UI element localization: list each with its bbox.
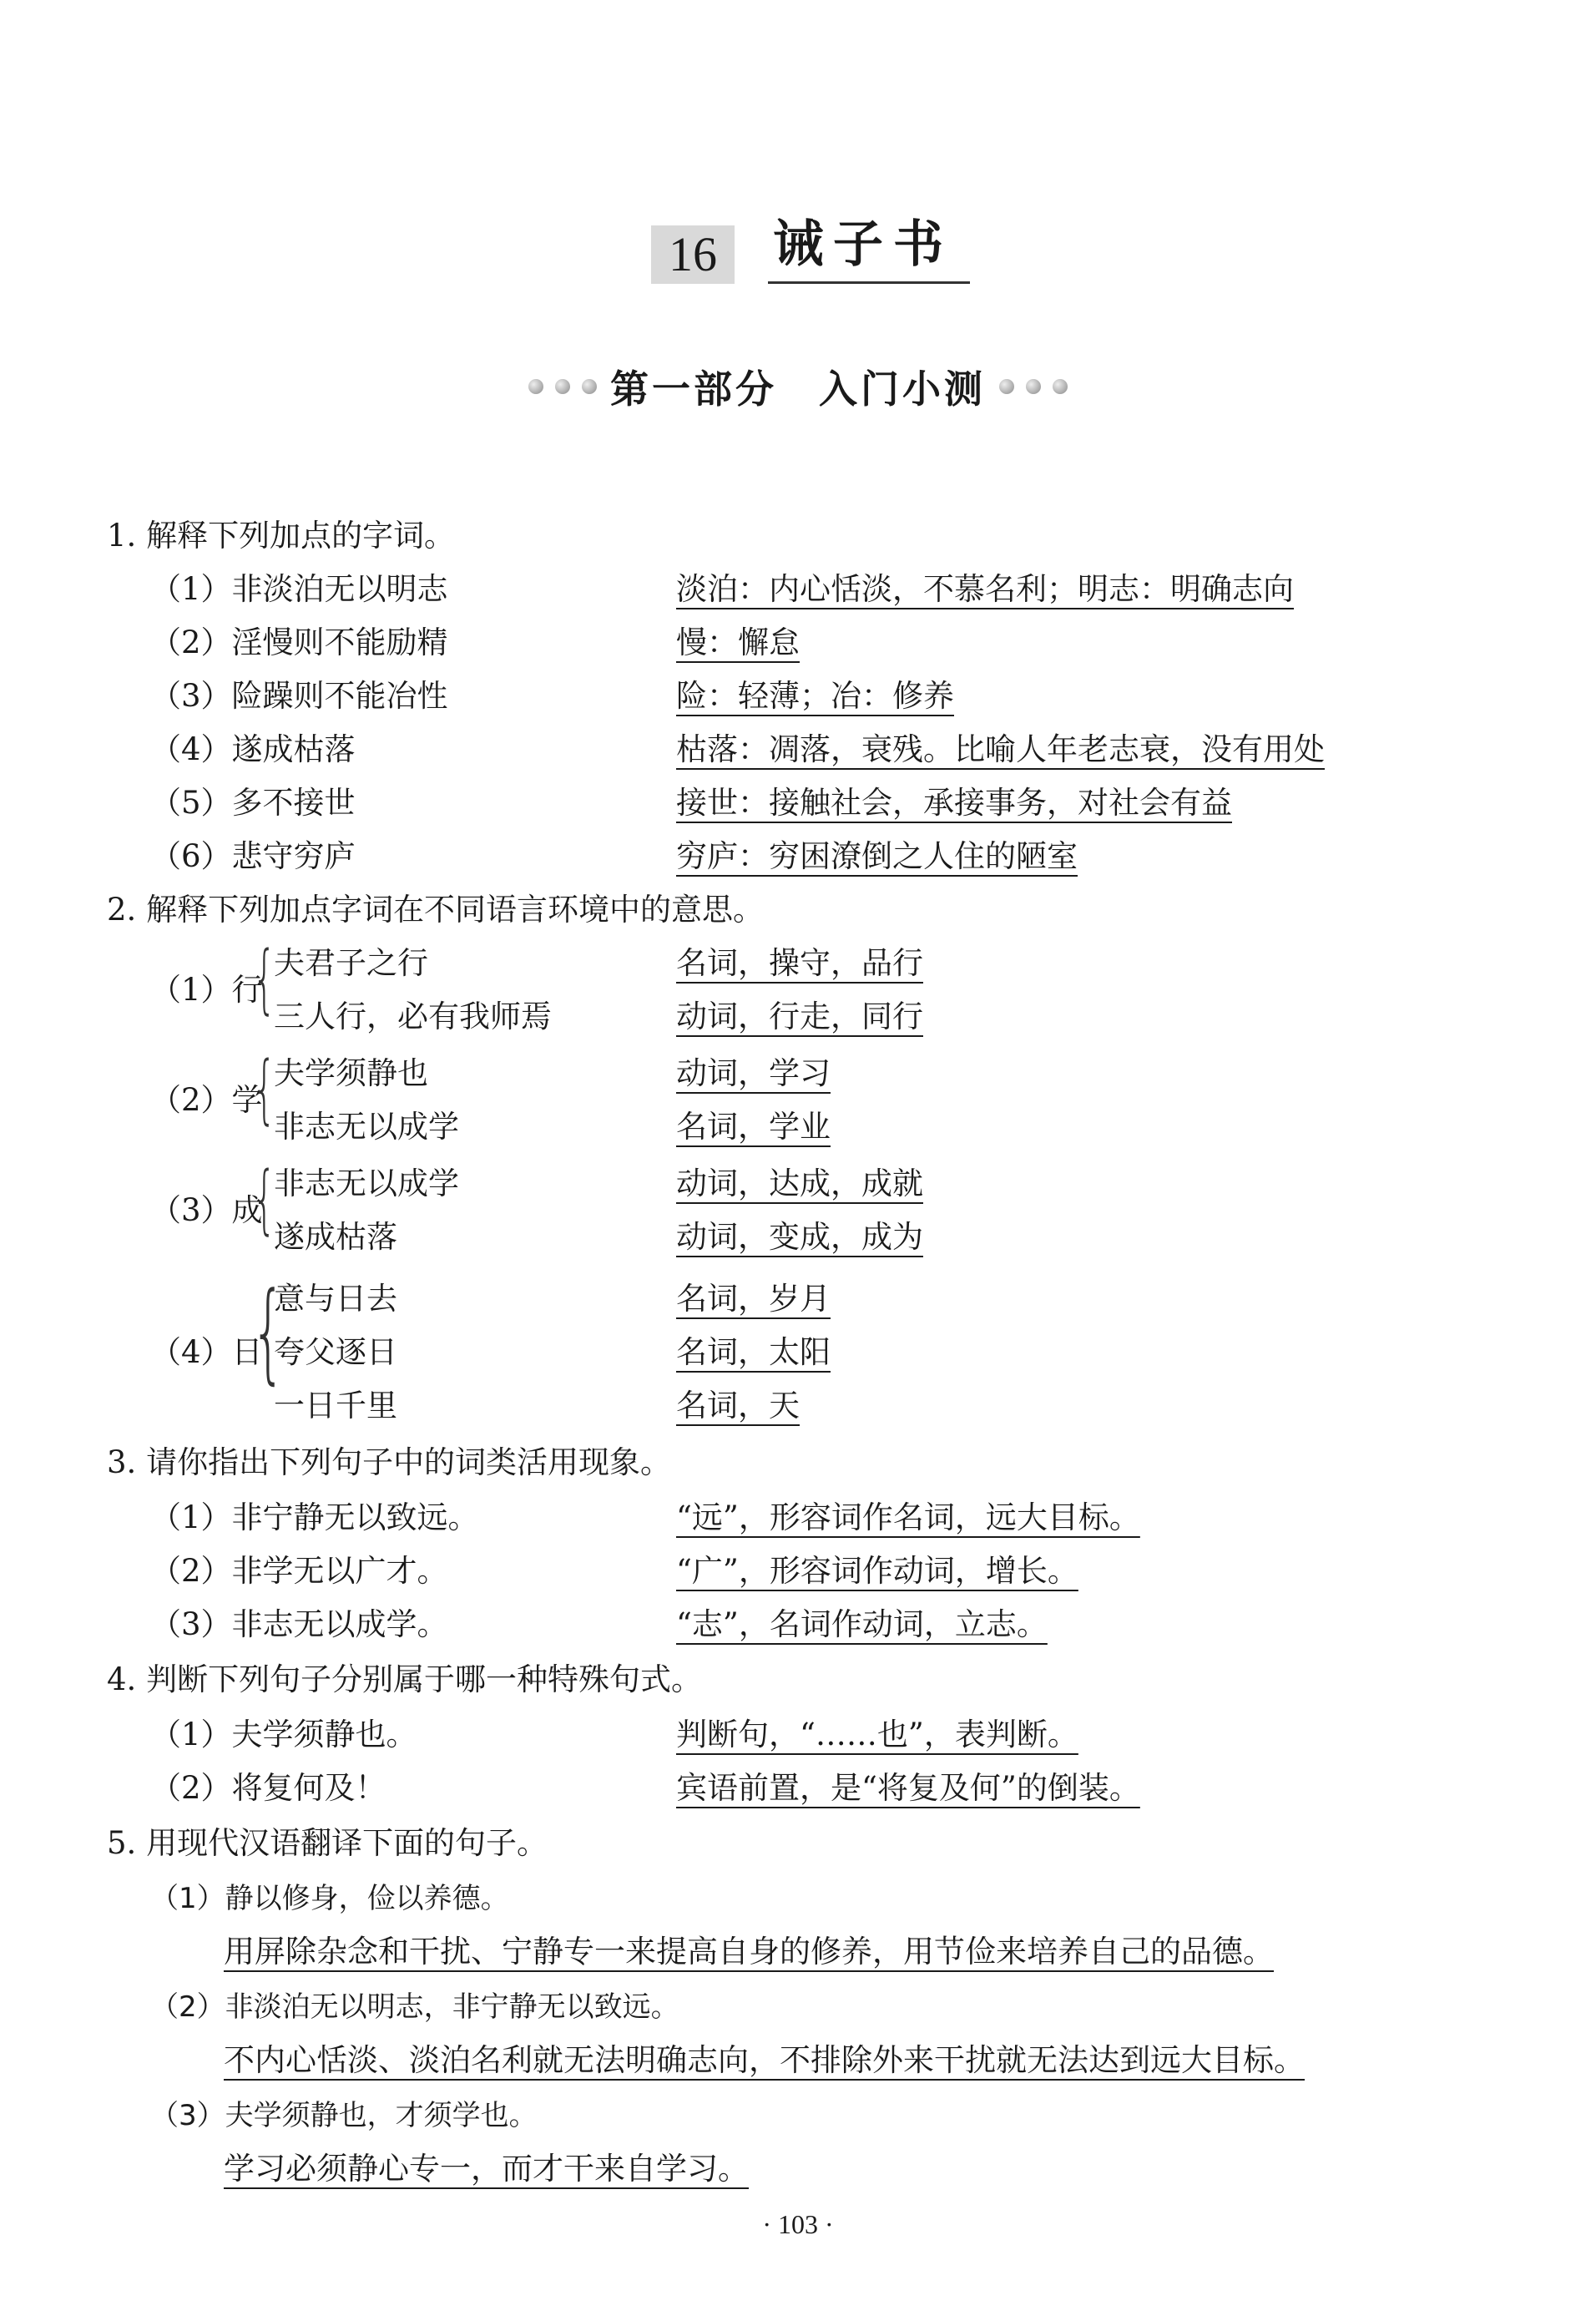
item-answer: “志”，名词作动词，立志。 — [676, 1606, 1048, 1642]
item-text: （5）多不接世 — [150, 785, 356, 821]
list-item — [0, 937, 1596, 990]
list-item — [0, 616, 1596, 670]
item-text: （2）淫慢则不能励精 — [150, 625, 448, 660]
question-5 — [0, 1817, 1596, 1870]
list-item — [0, 1211, 1596, 1264]
item-answer: 名词，岁月 — [676, 1281, 831, 1317]
translation-source — [0, 1980, 1596, 2034]
list-item — [0, 990, 1596, 1044]
item-answer: 用屏除杂念和干扰、宁静专一来提高自身的修养，用节俭来培养自己的品德。 — [224, 1934, 1274, 1970]
item-answer: 名词，学业 — [676, 1109, 831, 1145]
item-text: （3）非志无以成学。 — [150, 1606, 448, 1642]
list-item — [0, 1047, 1596, 1100]
brace-icon: { — [252, 1155, 276, 1243]
list-item — [0, 1598, 1596, 1651]
group-label: （2）学 — [150, 1082, 263, 1118]
lesson-name: 诫子书 — [768, 205, 970, 284]
item-text: 夸父逐日 — [274, 1334, 397, 1370]
question-1 — [0, 509, 1596, 563]
list-item — [0, 776, 1596, 830]
section-header — [0, 359, 1596, 414]
group-label: （4）日 — [150, 1334, 263, 1370]
translation-answer — [0, 2034, 1596, 2087]
section-part: 第一部分 — [610, 367, 777, 412]
item-answer: 穷庐：穷困潦倒之人住的陋室 — [676, 838, 1078, 874]
list-item — [0, 1762, 1596, 1815]
brace-icon: { — [252, 1045, 276, 1133]
item-answer: “远”，形容词作名词，远大目标。 — [676, 1499, 1140, 1535]
item-answer: “广”，形容词作动词，增长。 — [676, 1553, 1078, 1589]
item-text: 夫学须静也 — [274, 1055, 428, 1091]
item-answer: 险：轻薄；冶：修养 — [676, 678, 954, 714]
list-item — [0, 1272, 1596, 1326]
brace-icon: { — [252, 935, 276, 1023]
item-answer: 名词，天 — [676, 1388, 800, 1423]
question-prompt: 2. 解释下列加点字词在不同语言环境中的意思。 — [107, 892, 765, 928]
item-answer: 不内心恬淡、淡泊名利就无法明确志向，不排除外来干扰就无法达到远大目标。 — [224, 2042, 1305, 2078]
item-text: （4）遂成枯落 — [150, 731, 356, 767]
item-answer: 名词，操守，品行 — [676, 945, 923, 981]
translation-answer — [0, 1925, 1596, 1979]
item-answer: 动词，变成，成为 — [676, 1219, 923, 1255]
group-label: （3）成 — [150, 1192, 263, 1228]
item-text: （3）夫学须静也，才须学也。 — [150, 2099, 538, 2132]
list-item — [0, 670, 1596, 723]
page-number: · 103 · — [762, 2209, 834, 2239]
item-text: （1）非淡泊无以明志 — [150, 571, 448, 607]
list-item — [0, 1157, 1596, 1211]
lesson-title — [651, 205, 970, 284]
item-answer: 动词，行走，同行 — [676, 999, 923, 1034]
item-text: 意与日去 — [274, 1281, 397, 1317]
list-item — [0, 1491, 1596, 1545]
left-dots-ornament — [528, 379, 597, 394]
item-text: 三人行，必有我师焉 — [274, 999, 552, 1034]
list-item — [0, 1100, 1596, 1154]
item-answer: 动词，学习 — [676, 1055, 831, 1091]
item-text: （1）静以修身，俭以养德。 — [150, 1882, 509, 1915]
question-prompt: 5. 用现代汉语翻译下面的句子。 — [107, 1825, 548, 1861]
group-label: （1）行 — [150, 972, 263, 1008]
list-item — [0, 830, 1596, 883]
item-text: （1）夫学须静也。 — [150, 1717, 417, 1752]
question-2 — [0, 883, 1596, 937]
right-dots-ornament — [999, 379, 1068, 394]
list-item — [0, 1326, 1596, 1379]
item-answer: 动词，达成，成就 — [676, 1166, 923, 1201]
item-text: （2）非淡泊无以明志，非宁静无以致远。 — [150, 1990, 679, 2024]
list-item — [0, 563, 1596, 616]
item-text: 一日千里 — [274, 1388, 397, 1423]
item-text: （2）非学无以广才。 — [150, 1553, 448, 1589]
item-answer: 名词，太阳 — [676, 1334, 831, 1370]
translation-source — [0, 1872, 1596, 1925]
item-answer: 淡泊：内心恬淡，不慕名利；明志：明确志向 — [676, 571, 1294, 607]
question-4 — [0, 1653, 1596, 1707]
lesson-number: 16 — [651, 225, 735, 284]
brace-icon: { — [250, 1268, 286, 1395]
item-text: 非志无以成学 — [274, 1166, 459, 1201]
list-item — [0, 1379, 1596, 1433]
item-text: （6）悲守穷庐 — [150, 838, 356, 874]
item-text: （2）将复何及！ — [150, 1770, 386, 1806]
list-item — [0, 723, 1596, 776]
translation-source — [0, 2089, 1596, 2142]
list-item — [0, 1545, 1596, 1598]
item-text: （3）险躁则不能冶性 — [150, 678, 448, 714]
item-text: 遂成枯落 — [274, 1219, 397, 1255]
item-answer: 宾语前置，是“将复及何”的倒装。 — [676, 1770, 1140, 1806]
list-item — [0, 1708, 1596, 1762]
item-answer: 慢：懈怠 — [676, 625, 800, 660]
item-text: 非志无以成学 — [274, 1109, 459, 1145]
item-answer: 判断句，“……也”，表判断。 — [676, 1717, 1078, 1752]
item-text: （1）非宁静无以致远。 — [150, 1499, 479, 1535]
item-answer: 接世：接触社会，承接事务，对社会有益 — [676, 785, 1232, 821]
question-prompt: 3. 请你指出下列句子中的词类活用现象。 — [107, 1444, 672, 1480]
item-answer: 枯落：凋落，衰残。比喻人年老志衰，没有用处 — [676, 731, 1325, 767]
translation-answer — [0, 2142, 1596, 2196]
item-answer: 学习必须静心专一，而才干来自学习。 — [224, 2151, 749, 2187]
question-3 — [0, 1436, 1596, 1489]
section-name: 入门小测 — [819, 367, 986, 412]
section-title — [610, 359, 986, 414]
question-prompt: 4. 判断下列句子分别属于哪一种特殊句式。 — [107, 1661, 703, 1697]
item-text: 夫君子之行 — [274, 945, 428, 981]
question-prompt: 1. 解释下列加点的字词。 — [107, 518, 456, 554]
